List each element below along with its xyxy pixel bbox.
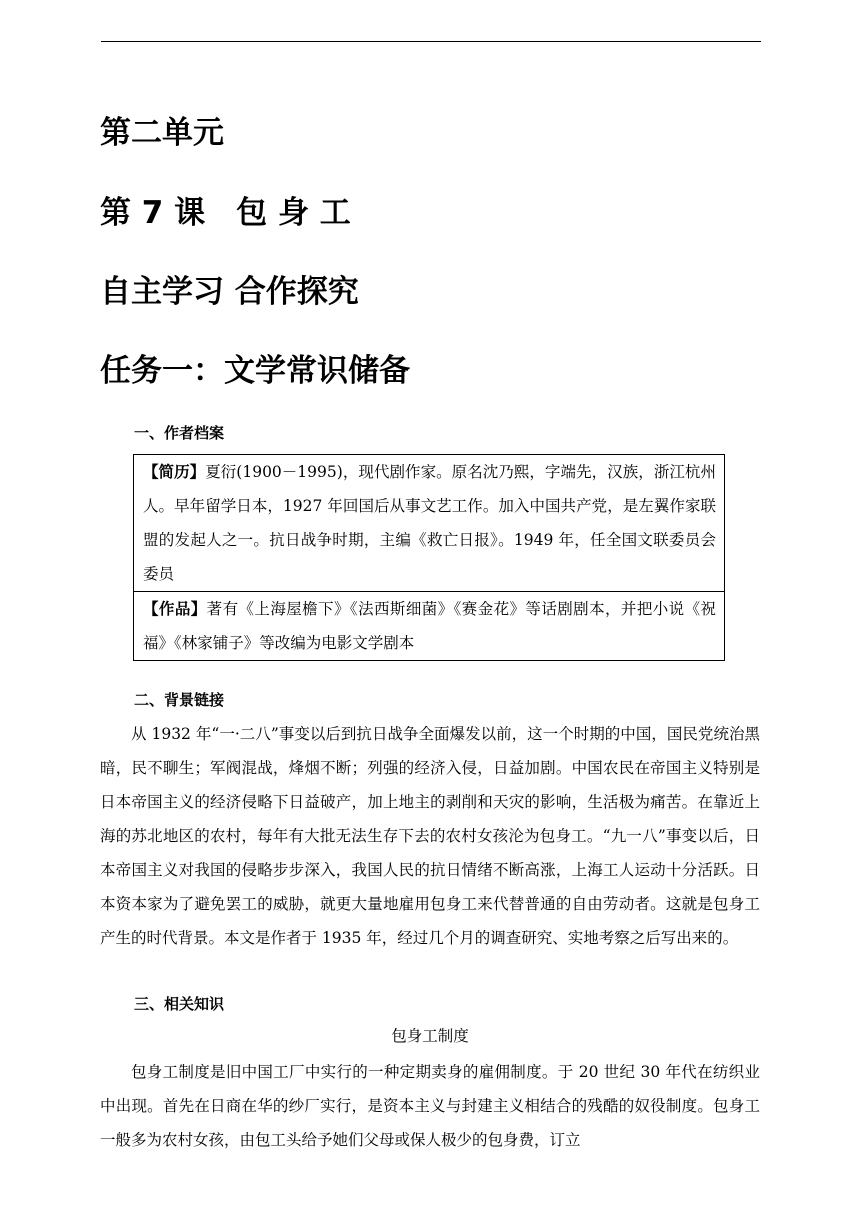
lesson-heading: 第 7 课 包 身 工 [100,195,351,231]
study-heading: 自主学习 合作探究 [100,274,359,310]
related-knowledge-title: 三、相关知识 [134,995,225,1013]
background-title: 二、背景链接 [134,691,225,709]
author-profile-title: 一、作者档案 [134,424,225,442]
header-rule [101,41,761,42]
unit-heading: 第二单元 [100,115,224,151]
author-profile-table [133,454,725,661]
works-tag: 【作品】 [143,600,207,618]
biography-cell [134,455,724,591]
works-cell [134,591,724,660]
background-paragraph: 从 1932 年“一·二八”事变以后到抗日战争全面爆发以前，这一个时期的中国，国民党统治黑暗，民不聊生；军阀混战，烽烟不断；列强的经济入侵，日益加剧。中国农民在帝国主义特别是日本帝国主义的经济侵略下日益破产，加上地主的剥削和天灾的影响，生活极为痛苦。在靠近上海的苏北地区的农村，每年有大批无法生存下去的农村女孩沦为包身工。“九一八”事变以后，日本帝国主义对我国的侵略步步深入，我国人民的抗日情绪不断高涨，上海工人运动十分活跃。日本资本家为了避免罢工的威胁，就更大量地雇用包身工来代替普通的自由劳动者。这就是包身工产生的时代背景。本文是作者于 1935 年，经过几个月的调查研究、实地考察之后写出来的。 [100,725,760,947]
works-text: 著有《上海屋檐下》《法西斯细菌》《赛金花》等话剧剧本，并把小说《祝福》《林家铺子》等改编为电影文学剧本 [143,600,716,652]
system-subtitle: 包身工制度 [391,1027,469,1045]
system-paragraph: 包身工制度是旧中国工厂中实行的一种定期卖身的雇佣制度。于 20 世纪 30 年代在纺织业中出现。首先在日商在华的纱厂实行，是资本主义与封建主义相结合的残酷的奴役制度。包身工一般多为农村女孩，由包工头给予她们父母或保人极少的包身费，订立 [100,1063,760,1149]
task-heading: 任务一：文学常识储备 [100,353,410,389]
biography-text: 夏衍(1900－1995)，现代剧作家。原名沈乃熙，字端先，汉族，浙江杭州人。早年留学日本，1927 年回国后从事文艺工作。加入中国共产党，是左翼作家联盟的发起人之一。抗日战争时期，主编《救亡日报》。1949 年，任全国文联委员会委员 [143,463,716,583]
biography-tag: 【简历】 [143,463,206,481]
